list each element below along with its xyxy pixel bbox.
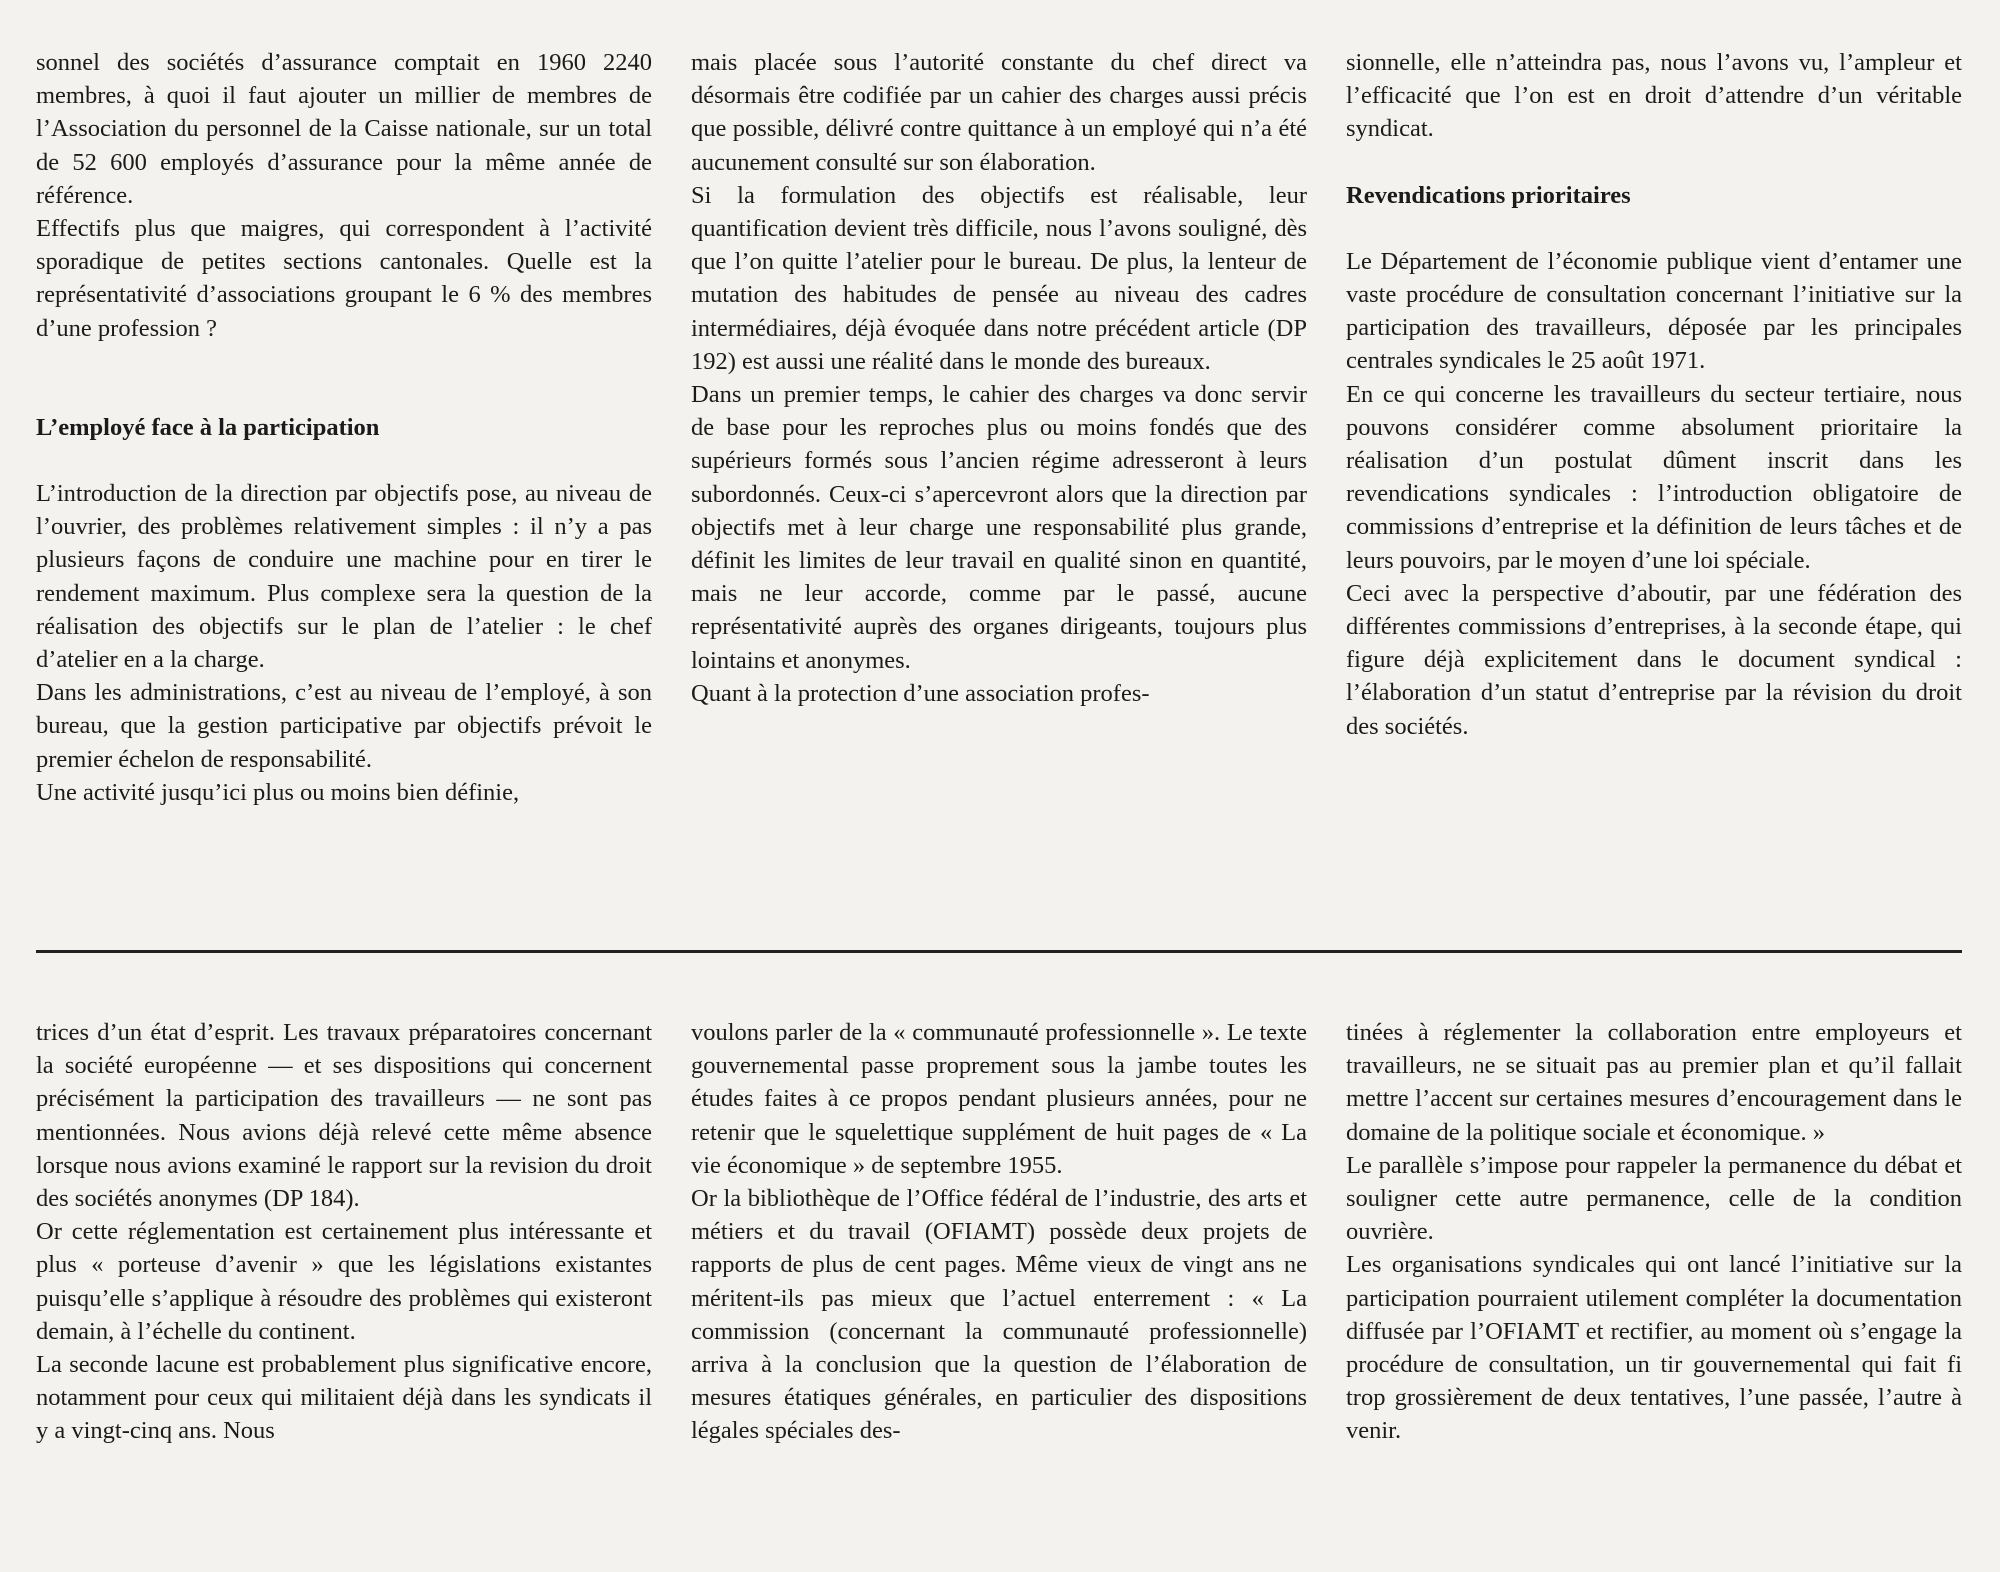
bottom-article-section [36,1016,1962,1448]
bottom-column-3 [1346,1016,1962,1448]
paragraph: Le Département de l’économie publique vient d’entamer une vaste procédure de consultation concernant l’initiative sur la participation des travailleurs, déposée par les principales centrales syndicales le 25 août 1971. [1346,247,1962,375]
paragraph: L’introduction de la direction par objectifs pose, au niveau de l’ouvrier, des problèmes relativement simples : il n’y a pas plusieurs façons de conduire une machine pour en tirer le rendement maximum. Plus complexe sera la question de la réalisation des objectifs sur le plan de l’atelier : le chef d’atelier en a la charge. [36,480,652,674]
spacer [1346,212,1962,245]
paragraph: voulons parler de la « communauté professionnelle ». Le texte gouvernemental passe proprement sous la jambe toutes les études faites à ce propos pendant plusieurs années, pour ne retenir que le squelettique supplément de huit pages de « La vie économique » de septembre 1955. [691,1019,1307,1179]
paragraph: La seconde lacune est probablement plus significative encore, notamment pour ceux qui militaient déjà dans les syndicats il y a vingt-cinq ans. Nous [36,1351,652,1445]
paragraph: sionnelle, elle n’atteindra pas, nous l’avons vu, l’ampleur et l’efficacité que l’on est en droit d’attendre d’un véritable syndicat. [1346,49,1962,143]
paragraph: Si la formulation des objectifs est réalisable, leur quantification devient très difficile, nous l’avons souligné, dès que l’on quitte l’atelier pour le bureau. De plus, la lenteur de mutation des habitudes de pensée au niveau des cadres intermédiaires, déjà évoquée dans notre précédent article (DP 192) est aussi une réalité dans le monde des bureaux. [691,181,1307,375]
paragraph: Dans un premier temps, le cahier des charges va donc servir de base pour les reproches plus ou moins fondés que des supérieurs formés sous l’ancien régime adresseront à leurs subordonnés. Ceux-ci s’apercevront alors que la direction par objectifs met à leur charge une responsabilité plus grande, définit les limites de leur travail en qualité sinon en quantité, mais ne leur accorde, comme par le passé, aucune représentativité auprès des organes dirigeants, toujours plus lointains et anonymes. [691,381,1307,674]
top-column-3 [1346,46,1962,809]
section-heading-revendications: Revendications prioritaires [1346,181,1631,209]
paragraph: tinées à réglementer la collaboration entre employeurs et travailleurs, ne se situait pas au premier plan et qu’il fallait mettre l’accent sur certaines mesures d’encouragement dans le domaine de la politique sociale et économique. » [1346,1019,1962,1146]
paragraph: Dans les administrations, c’est au niveau de l’employé, à son bureau, que la gestion participative par objectifs prévoit le premier échelon de responsabilité. [36,679,652,773]
paragraph: Les organisations syndicales qui ont lancé l’initiative sur la participation pourraient utilement compléter la documentation diffusée par l’OFIAMT et rectifier, au moment où s’engage la procédure de consultation, un tir gouvernemental qui fait fi trop grossièrement de deux tentatives, l’une passée, l’autre à venir. [1346,1251,1962,1445]
paragraph: Une activité jusqu’ici plus ou moins bien définie, [36,778,520,806]
paragraph: Quant à la protection d’une association profes- [691,679,1150,707]
paragraph: trices d’un état d’esprit. Les travaux préparatoires concernant la société européenne — et ses dispositions qui concernent précisément la participation des travailleurs — ne sont pas mentionnées. Nous avions déjà relevé cette même absence lorsque nous avions examiné le rapport sur la revision du droit des sociétés anonymes (DP 184). [36,1019,652,1213]
spacer [36,444,652,477]
paragraph: sonnel des sociétés d’assurance comptait en 1960 2240 membres, à quoi il faut ajouter un millier de membres de l’Association du personnel de la Caisse nationale, sur un total de 52 600 employés d’assurance pour la même année de référence. [36,49,652,209]
top-article-section [36,46,1962,809]
top-column-1 [36,46,652,809]
spacer [36,345,652,411]
paragraph: Or cette réglementation est certainement plus intéressante et plus « porteuse d’avenir » que les législations existantes puisqu’elle s’applique à résoudre des problèmes qui existeront demain, à l’échelle du continent. [36,1218,652,1345]
section-heading-employe: L’employé face à la participation [36,413,380,441]
paragraph: Le parallèle s’impose pour rappeler la permanence du débat et souligner cette autre permanence, celle de la condition ouvrière. [1346,1151,1962,1246]
spacer [1346,146,1962,179]
bottom-column-2 [691,1016,1307,1448]
paragraph: En ce qui concerne les travailleurs du secteur tertiaire, nous pouvons considérer comme absolument prioritaire la réalisation d’un postulat dûment inscrit dans les revendications syndicales : l’introduction obligatoire de commissions d’entreprise et la définition de leurs tâches et de leurs pouvoirs, par le moyen d’une loi spéciale. [1346,380,1962,574]
paragraph: Ceci avec la perspective d’aboutir, par une fédération des différentes commissions d’entreprises, à la seconde étape, qui figure déjà explicitement dans le document syndical : l’élaboration d’un statut d’entreprise par la révision du droit des sociétés. [1346,579,1962,740]
top-column-2 [691,46,1307,809]
paragraph: Effectifs plus que maigres, qui correspondent à l’activité sporadique de petites sections cantonales. Quelle est la représentativité d’associations groupant le 6 % des membres d’une profession ? [36,215,652,342]
paragraph: mais placée sous l’autorité constante du chef direct va désormais être codifiée par un cahier des charges aussi précis que possible, délivré contre quittance à un employé qui n’a été aucunement consulté sur son élaboration. [691,49,1307,176]
bottom-column-1 [36,1016,652,1448]
horizontal-divider [36,950,1962,953]
paragraph: Or la bibliothèque de l’Office fédéral de l’industrie, des arts et métiers et du travail (OFIAMT) possède deux projets de rapports de plus de cent pages. Même vieux de vingt ans ne méritent-ils pas mieux que l’actuel enterrement : « La commission (concernant la communauté professionnelle) arriva à la conclusion que la question de l’élaboration de mesures étatiques générales, en particulier des dispositions légales spéciales des- [691,1185,1307,1445]
